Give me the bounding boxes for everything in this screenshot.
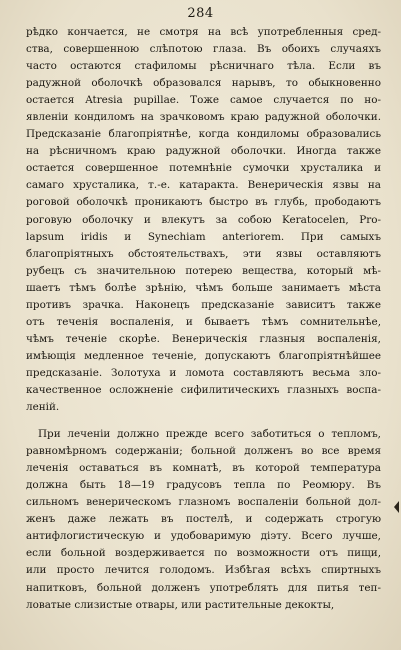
text-line: или просто лечится голодомъ. Избѣгая всѣхъ спиртныхъ: [26, 564, 381, 577]
paragraph-gap: [26, 416, 381, 426]
text-line: равномѣрномъ содержаніи; больной долженъ во все время: [26, 445, 381, 458]
text-line: роговой оболочкѣ проникаютъ быстро въ глубь, прободаютъ: [26, 196, 381, 209]
text-line: Предсказаніе благопріятнѣе, когда кондиломы образовались: [26, 128, 381, 141]
text-line: леній.: [26, 401, 60, 414]
text-line: При леченіи должно прежде всего заботиться о тепломъ,: [38, 428, 381, 441]
text-line: сильномъ венерическомъ глазномъ воспаленіи больной дол-: [26, 496, 381, 509]
text-line: ства, совершенною слѣпотою глаза. Въ обоихъ случаяхъ: [26, 43, 381, 56]
text-line: леченія оставаться въ комнатѣ, въ которой температура: [26, 462, 381, 475]
page-body: [26, 24, 381, 614]
text-line: женъ даже лежать въ постелѣ, и содержать строгую: [26, 513, 381, 526]
text-line: если больной воздерживается по возможности отъ пищи,: [26, 547, 381, 560]
text-line: на рѣсничномъ краю радужной оболочки. Иногда также: [26, 145, 381, 158]
text-line: рѣдко кончается, не смотря на всѣ употребленныя сред-: [26, 26, 381, 38]
text-line: lapsum iridis и Synechiam anteriorem. При самыхъ: [26, 230, 381, 243]
text-line: противъ зрачка. Наконецъ предсказаніе зависитъ также: [26, 298, 381, 311]
text-line: ловатые слизистые отвары, или растительные декокты,: [26, 598, 335, 611]
text-line: часто остаются стафиломы рѣсничнаго тѣла. Если въ: [26, 60, 381, 73]
text-line: качественное осложненіе сифилитическихъ глазныхъ воспа-: [26, 383, 381, 396]
page-number: 284: [187, 6, 214, 21]
text-line: антифлогистическую и удобоваримую діэту. Всего лучше,: [26, 530, 381, 543]
text-line: должна быть 18—19 градусовъ тепла по Реомюру. Въ: [26, 479, 381, 492]
text-line: предсказаніе. Золотуха и ломота составляютъ весьма зло-: [26, 366, 381, 379]
text-line: явленіи кондиломъ на зрачковомъ краю радужной оболочки.: [26, 111, 381, 124]
text-line: остается Atresia pupillae. Тоже самое случается по но-: [26, 94, 381, 107]
text-line: шаетъ тѣмъ болѣе зрѣнію, чѣмъ больше занимаетъ мѣста: [26, 281, 381, 294]
margin-mark: [394, 501, 399, 513]
text-line: самаго хрусталика, т.-е. катаракта. Венерическія язвы на: [26, 179, 381, 192]
text-line: благопріятныхъ обстоятельствахъ, эти язвы оставляютъ: [26, 247, 381, 260]
text-line: остается совершенное потемнѣніе сумочки хрусталика и: [26, 162, 381, 175]
text-line: радужной оболочкѣ образовался нарывъ, то обыкновенно: [26, 77, 381, 90]
text-line: рубецъ съ значительною потерею вещества, который мѣ-: [26, 264, 381, 277]
text-line: имѣющія медленное теченіе, допускаютъ благопріятнѣйшее: [26, 349, 381, 362]
text-line: роговую оболочку и влекутъ за собою Keratocelen, Pro-: [26, 213, 381, 226]
text-line: чѣмъ теченіе скорѣе. Венерическія глазныя воспаленія,: [26, 332, 381, 345]
text-line: напитковъ, больной долженъ употреблять для питья теп-: [26, 581, 381, 594]
text-line: отъ теченія воспаленія, и бываетъ тѣмъ сомнительнѣе,: [26, 315, 381, 328]
